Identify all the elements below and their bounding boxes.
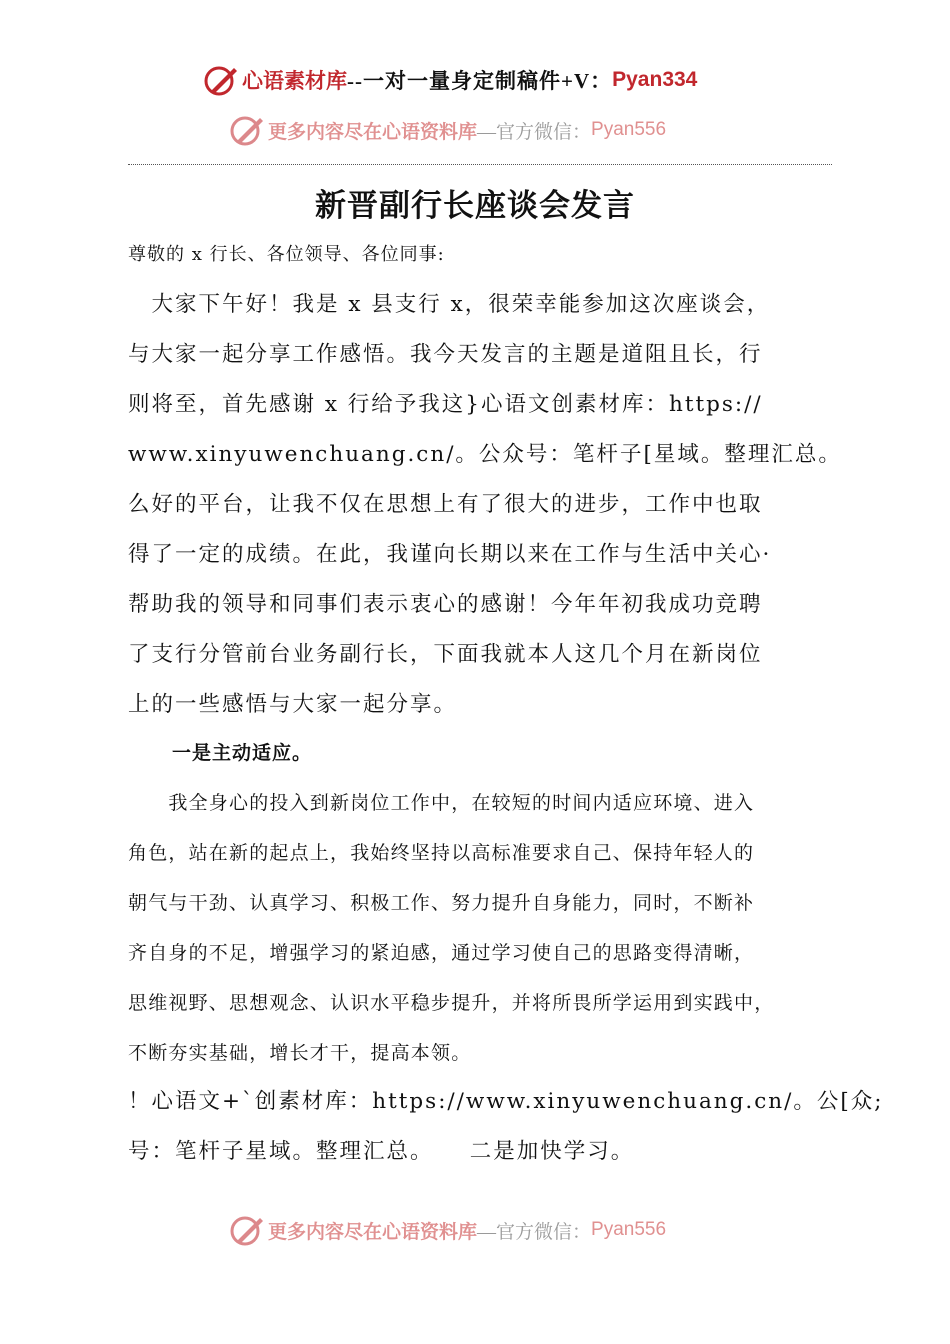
pen-nib-logo-icon	[230, 114, 266, 146]
paragraph-line: 朝气与干劲、认真学习、积极工作、努力提升自身能力，同时，不断补	[128, 892, 755, 914]
paragraph-line: 则将至，首先感谢 x 行给予我这}心语文创素材库：https://	[128, 392, 763, 417]
intro-paragraph	[128, 280, 842, 730]
paragraph-line: 大家下午好！我是 x 县支行 x，很荣幸能参加这次座谈会，	[128, 292, 771, 317]
closing-paragraph	[128, 1077, 884, 1177]
section-heading: 一是主动适应。	[172, 742, 313, 764]
paragraph-line: 齐自身的不足，增强学习的紧迫感，通过学习使自己的思路变得清晰，	[128, 942, 755, 964]
header-contact: Pyan334	[612, 68, 698, 91]
watermark-banner-bottom	[230, 1212, 666, 1248]
paragraph-line: www.xinyuwenchuang.cn/。公众号：笔杆子[星域。整理汇总。	[128, 442, 842, 467]
watermark-contact: Pyan556	[591, 1219, 667, 1240]
watermark-banner-top	[230, 112, 666, 148]
header-divider	[128, 164, 832, 165]
paragraph-line: 角色，站在新的起点上，我始终坚持以高标准要求自己、保持年轻人的	[128, 842, 755, 864]
watermark-brand: 更多内容尽在心语资料库	[268, 121, 478, 143]
paragraph-line: 号：笔杆子星域。整理汇总。 二是加快学习。	[128, 1139, 635, 1164]
paragraph-line: 帮助我的领导和同事们表示衷心的感谢！今年年初我成功竞聘	[128, 592, 763, 617]
salutation: 尊敬的 x 行长、各位领导、各位同事:	[128, 244, 445, 265]
paragraph-line: 上的一些感悟与大家一起分享。	[128, 692, 458, 717]
paragraph-line: 不断夯实基础，增长才干，提高本领。	[128, 1042, 472, 1064]
paragraph-line: 思维视野、思想观念、认识水平稳步提升，并将所畏所学运用到实践中，	[128, 992, 775, 1014]
section-paragraph	[128, 778, 832, 1078]
pen-nib-logo-icon	[204, 64, 240, 96]
paragraph-line: 了支行分管前台业务副行长，下面我就本人这几个月在新岗位	[128, 642, 763, 667]
watermark-tagline: —官方微信：	[477, 1221, 592, 1243]
document-title: 新晋副行长座谈会发言	[315, 188, 635, 224]
paragraph-line: 么好的平台，让我不仅在思想上有了很大的进步，工作中也取	[128, 492, 763, 517]
watermark-brand: 更多内容尽在心语资料库	[268, 1221, 478, 1243]
paragraph-line: 与大家一起分享工作感悟。我今天发言的主题是道阻且长，行	[128, 342, 763, 367]
pen-nib-logo-icon	[230, 1214, 266, 1246]
header-brand: 心语素材库	[242, 69, 347, 93]
header-tagline: --一对一量身定制稿件+V：	[347, 69, 613, 93]
header-banner	[204, 62, 697, 98]
watermark-contact: Pyan556	[591, 119, 667, 140]
paragraph-line: 得了一定的成绩。在此，我谨向长期以来在工作与生活中关心·	[128, 542, 772, 567]
watermark-tagline: —官方微信：	[477, 121, 592, 143]
paragraph-line: ！心语文+`创素材库：https://www.xinyuwenchuang.cn/。公[众;	[128, 1089, 884, 1114]
paragraph-line: 我全身心的投入到新岗位工作中，在较短的时间内适应环境、进入	[128, 792, 755, 814]
